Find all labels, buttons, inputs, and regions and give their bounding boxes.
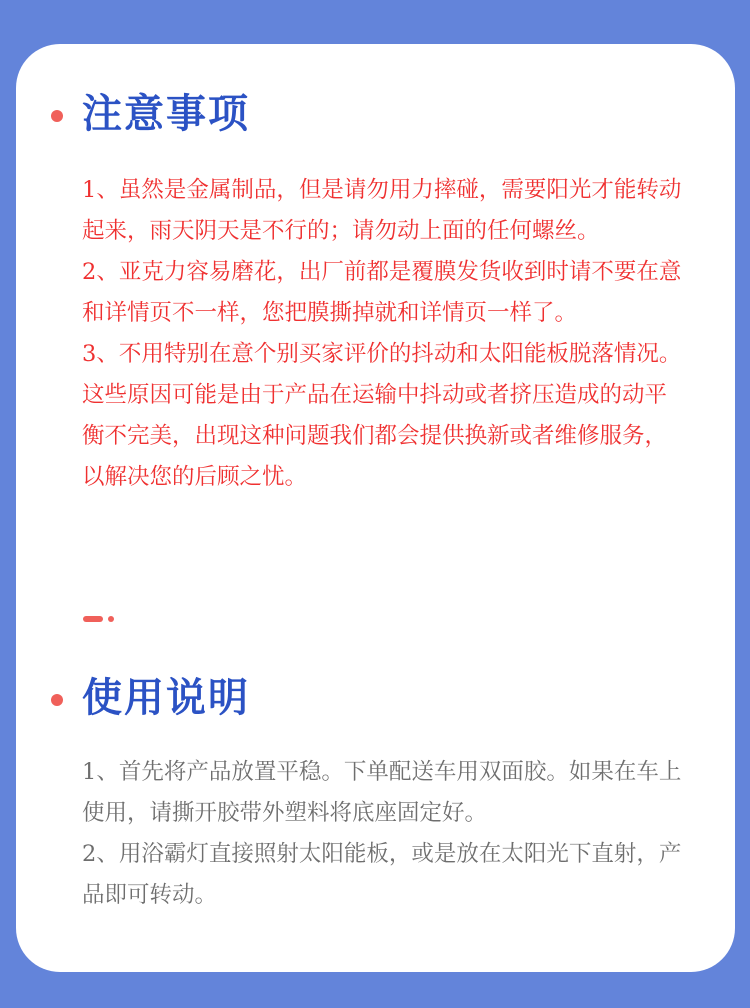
usage-title-bullet-icon: [51, 694, 63, 706]
notes-list: [82, 170, 682, 498]
notes-section-title: 注意事项: [82, 90, 250, 137]
usage-section-header: [82, 674, 250, 722]
notes-item: 3、不用特别在意个别买家评价的抖动和太阳能板脱落情况。这些原因可能是由于产品在运输中抖动或者挤压造成的动平衡不完美，出现这种问题我们都会提供换新或者维修服务，以解决您的后顾之忧。: [82, 341, 682, 490]
usage-section-title: 使用说明: [82, 674, 250, 721]
section-divider: [83, 616, 123, 622]
usage-item: 2、用浴霸灯直接照射太阳能板，或是放在太阳光下直射，产品即可转动。: [82, 841, 682, 908]
divider-dot-icon: [108, 616, 114, 622]
usage-item: 1、首先将产品放置平稳。下单配送车用双面胶。如果在车上使用，请撕开胶带外塑料将底座固定好。: [82, 759, 682, 826]
notes-title-bullet-icon: [51, 110, 63, 122]
usage-list: [82, 752, 682, 916]
content-card: [16, 44, 735, 972]
notes-item: 2、亚克力容易磨花，出厂前都是覆膜发货收到时请不要在意和详情页不一样，您把膜撕掉就和详情页一样了。: [82, 259, 682, 326]
notes-section-header: [82, 90, 250, 138]
divider-dash-icon: [83, 616, 103, 622]
notes-item: 1、虽然是金属制品，但是请勿用力摔碰，需要阳光才能转动起来，雨天阴天是不行的；请勿动上面的任何螺丝。: [82, 177, 682, 244]
